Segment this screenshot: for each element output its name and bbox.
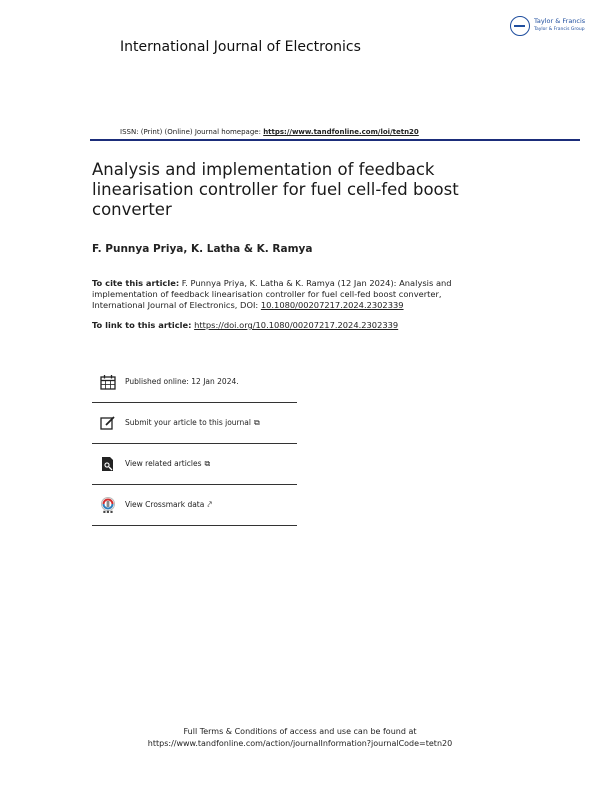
related-articles-icon xyxy=(100,456,116,472)
related-articles-label: View related articles xyxy=(125,459,202,468)
journal-name: International Journal of Electronics xyxy=(120,39,361,55)
crossmark-box[interactable] xyxy=(92,485,297,526)
footer xyxy=(0,726,600,750)
external-link-icon: ⤤ xyxy=(207,500,212,509)
submit-article-box[interactable] xyxy=(92,403,297,444)
svg-text:■ ■ ■: ■ ■ ■ xyxy=(103,509,113,513)
logo-subname: Taylor & Francis Group xyxy=(534,27,585,32)
citation xyxy=(92,278,492,311)
related-articles-link[interactable] xyxy=(125,459,210,469)
issn-label: ISSN: (Print) (Online) Journal homepage: xyxy=(120,128,261,136)
cite-label: To cite this article: xyxy=(92,278,180,288)
submit-article-label: Submit your article to this journal xyxy=(125,418,251,427)
issn-line xyxy=(120,128,419,136)
article-title: Analysis and implementation of feedback linearisation controller for fuel cell-fed boost converter xyxy=(92,160,459,219)
logo-icon xyxy=(510,16,530,36)
footer-url[interactable]: https://www.tandfonline.com/action/journalInformation?journalCode=tetn20 xyxy=(147,739,453,748)
article-url-link[interactable]: https://doi.org/10.1080/00207217.2024.2302339 xyxy=(194,320,399,330)
edit-icon xyxy=(100,415,116,431)
doi-link[interactable]: 10.1080/00207217.2024.2302339 xyxy=(260,300,404,310)
external-link-icon: ⧉ xyxy=(253,418,260,427)
crossmark-link[interactable] xyxy=(125,500,212,510)
logo-name: Taylor & Francis xyxy=(534,17,586,25)
header-rule xyxy=(90,139,580,141)
cite-text: F. Punnya Priya, K. Latha & K. Ramya (12 Jan 2024): Analysis and implementation of feedback linearisation controller for fuel cell-fed boost converter, International Journal of Electronics, DOI: xyxy=(92,278,452,310)
crossmark-icon xyxy=(100,497,116,513)
published-online-text: Published online: 12 Jan 2024. xyxy=(125,377,239,386)
related-articles-box[interactable] xyxy=(92,444,297,485)
calendar-icon xyxy=(100,374,116,390)
article-link xyxy=(92,320,398,330)
external-link-icon: ⧉ xyxy=(204,459,211,468)
crossmark-label: View Crossmark data xyxy=(125,500,205,509)
submit-article-link[interactable] xyxy=(125,418,260,428)
journal-homepage-link[interactable]: https://www.tandfonline.com/loi/tetn20 xyxy=(263,128,419,136)
link-label: To link to this article: xyxy=(92,320,192,330)
footer-terms: Full Terms & Conditions of access and use can be found at xyxy=(183,727,417,736)
published-online-box xyxy=(92,362,297,403)
article-authors: F. Punnya Priya, K. Latha & K. Ramya xyxy=(92,243,313,255)
publisher-logo xyxy=(510,14,586,40)
